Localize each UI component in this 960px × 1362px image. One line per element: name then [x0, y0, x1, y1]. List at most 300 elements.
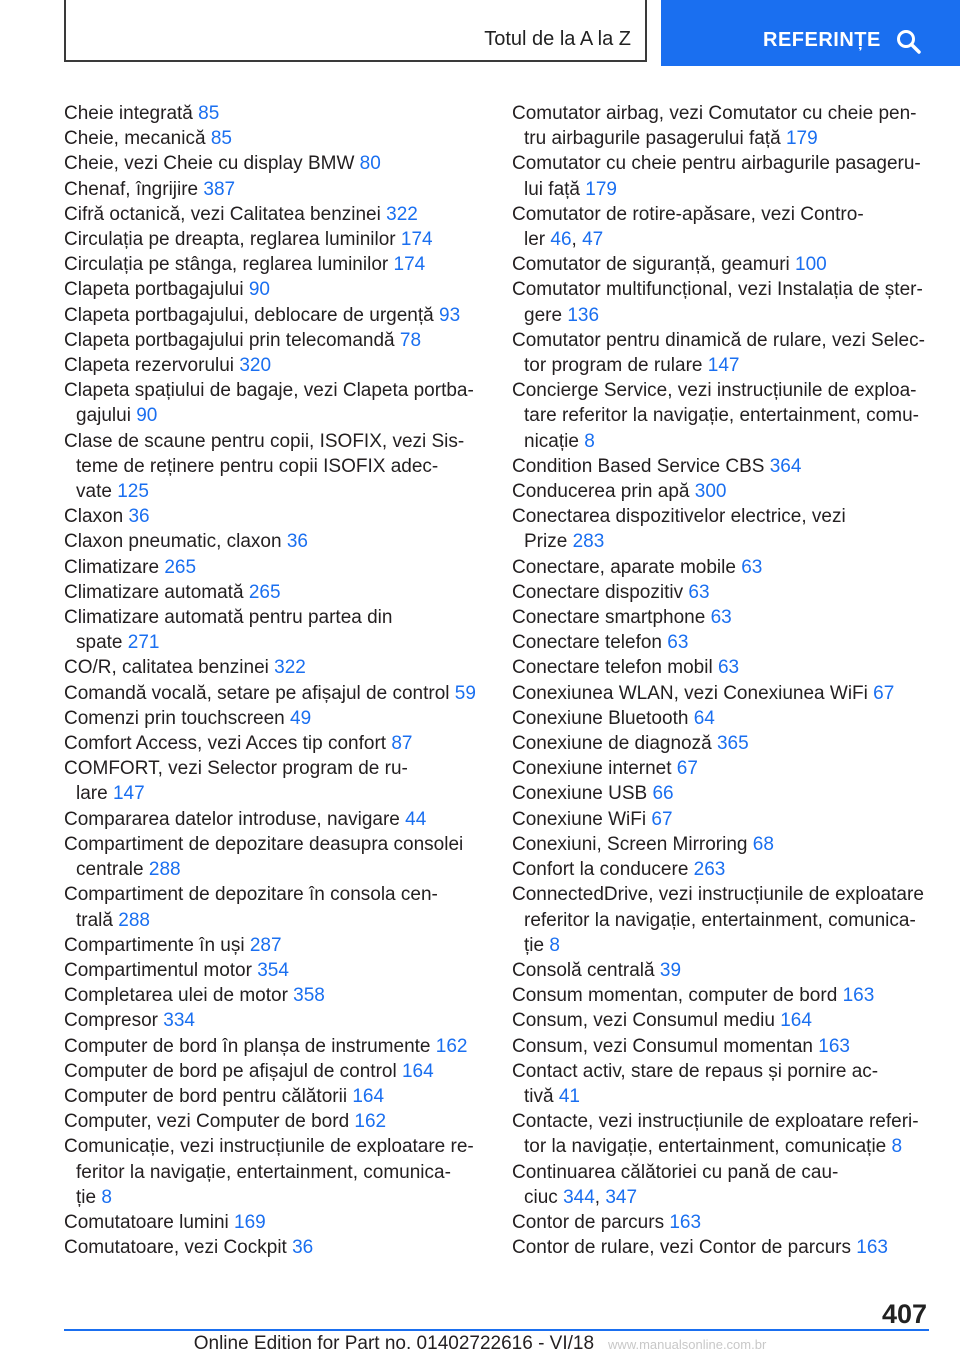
- index-entry-line: [512, 177, 942, 202]
- page-reference-link[interactable]: 49: [290, 707, 312, 729]
- index-entry-text: Comutator airbag, vezi Comutator cu cheie pen‐: [512, 103, 917, 124]
- index-entry-line: [64, 353, 484, 378]
- index-entry: [64, 227, 484, 252]
- index-entry-text: Cheie, mecanică: [64, 128, 206, 150]
- page-reference-link[interactable]: 354: [257, 959, 289, 981]
- page-reference-link[interactable]: 347: [605, 1186, 638, 1208]
- index-entry-line: [64, 1235, 484, 1260]
- index-entry-text: teme de reținere pentru copii ISOFIX adec‐: [76, 455, 439, 477]
- index-entry-text: Consolă centrală: [512, 959, 655, 981]
- index-entry-text: Compartimentul motor: [64, 959, 252, 981]
- index-entry-line: [512, 378, 942, 403]
- index-entry-text: nicație: [524, 430, 579, 452]
- page-reference-link[interactable]: 63: [741, 556, 763, 578]
- index-entry-line: [64, 706, 484, 731]
- index-entry-line: [64, 1160, 484, 1185]
- page-reference-link[interactable]: 80: [359, 153, 381, 175]
- references-nav-tab[interactable]: [661, 0, 960, 66]
- index-entry-text: Conexiune Bluetooth: [512, 707, 689, 729]
- index-entry-line: [512, 529, 942, 554]
- index-entry-text: Circulația pe dreapta, reglarea luminilor: [64, 229, 396, 251]
- page-reference-link[interactable]: 125: [117, 481, 149, 503]
- index-entry-line: [64, 655, 484, 680]
- index-entry-line: [64, 177, 484, 202]
- index-entry-text: Computer de bord pe afișajul de control: [64, 1060, 397, 1082]
- index-entry-text: Clase de scaune pentru copii, ISOFIX, vezi Sis‐: [64, 430, 465, 452]
- index-entry-text: Circulația pe stânga, reglarea luminilor: [64, 254, 389, 276]
- page-reference-link[interactable]: 169: [234, 1211, 266, 1233]
- index-entry: [64, 151, 484, 176]
- index-entry-text: Comfort Access, vezi Acces tip confort: [64, 733, 387, 755]
- index-entry-text: Conducerea prin apă: [512, 481, 690, 503]
- index-entry-line: [512, 555, 942, 580]
- index-entry-line: [64, 227, 484, 252]
- index-entry: [64, 1084, 484, 1109]
- index-entry-text: tor program de rulare: [524, 355, 703, 377]
- index-entry-line: [512, 706, 942, 731]
- page-reference-link[interactable]: 179: [785, 128, 818, 150]
- index-entry: [64, 933, 484, 958]
- index-entry-line: [64, 378, 484, 403]
- index-entry-line: [64, 1034, 484, 1059]
- index-entry-text: Conectare telefon mobil: [512, 657, 713, 679]
- index-entry-line: [512, 202, 942, 227]
- index-entry-line: [64, 832, 484, 857]
- page-reference-link[interactable]: 288: [118, 909, 150, 931]
- index-entry-line: [512, 756, 942, 781]
- index-entry-line: [64, 479, 484, 504]
- index-entry-text: lui față: [524, 178, 580, 200]
- page-reference-link[interactable]: 364: [769, 455, 802, 477]
- page-reference-link[interactable]: 320: [239, 355, 272, 377]
- page-reference-link[interactable]: 100: [795, 254, 827, 276]
- page-reference-link[interactable]: 8: [549, 934, 560, 956]
- index-entry: [64, 1235, 484, 1260]
- page-reference-link[interactable]: 263: [693, 859, 726, 881]
- index-entry-line: [64, 504, 484, 529]
- index-entry-line: [64, 731, 484, 756]
- index-entry: [64, 756, 484, 806]
- index-entry-line: [512, 1059, 942, 1084]
- index-entry-text: Conexiune USB: [512, 783, 648, 805]
- index-entry-text: Conectare, aparate mobile: [512, 556, 736, 578]
- index-entry: [64, 958, 484, 983]
- index-entry-line: [64, 126, 484, 151]
- index-entry: [64, 529, 484, 554]
- index-entry: [512, 1210, 942, 1235]
- index-entry-text: Computer, vezi Computer de bord: [64, 1111, 350, 1133]
- page-reference-link[interactable]: 265: [248, 581, 281, 603]
- index-entry-line: ciuc 344, 347: [524, 1186, 638, 1208]
- index-entry-text: Contact activ, stare de repaus și pornire ac‐: [512, 1060, 879, 1082]
- page-reference-link[interactable]: 66: [652, 783, 674, 805]
- page-reference-link[interactable]: 163: [856, 1237, 888, 1259]
- index-entry-text: ție: [76, 1186, 97, 1208]
- index-entry: [512, 983, 942, 1008]
- index-entry-text: Cheie, vezi Cheie cu display BMW: [64, 153, 355, 175]
- index-entry: [64, 429, 484, 505]
- page-reference-link[interactable]: 136: [567, 304, 600, 326]
- index-entry-line: [512, 983, 942, 1008]
- page-reference-link[interactable]: 8: [584, 430, 595, 452]
- page-reference-link[interactable]: 44: [405, 808, 427, 830]
- index-entry-text: ler: [524, 229, 546, 251]
- index-entry-line: [64, 605, 484, 630]
- index-entry-line: [64, 580, 484, 605]
- page-reference-link[interactable]: 47: [582, 229, 604, 251]
- index-entry-line: [512, 1008, 942, 1033]
- index-entry-line: [512, 454, 942, 479]
- index-entry-line: [512, 908, 942, 933]
- index-entry-text: Concierge Service, vezi instrucțiunile de exploa‐: [512, 380, 917, 402]
- index-entry-text: tare referitor la navigație, entertainment, comu‐: [524, 405, 919, 427]
- page-reference-link[interactable]: 162: [435, 1035, 468, 1057]
- index-entry-text: Conexiuni, Screen Mirroring: [512, 833, 748, 855]
- page-reference-link[interactable]: 63: [717, 657, 740, 679]
- page-reference-link[interactable]: 63: [710, 607, 732, 629]
- page-reference-link[interactable]: 90: [248, 279, 270, 301]
- index-entry: [512, 101, 942, 151]
- page-reference-link[interactable]: 322: [274, 657, 306, 679]
- index-entry: [64, 126, 484, 151]
- index-entry-text: tivă: [524, 1085, 554, 1107]
- index-column-left: [64, 101, 484, 1260]
- index-entry-text: Comenzi prin touchscreen: [64, 707, 285, 729]
- page-reference-link[interactable]: 179: [585, 178, 617, 200]
- page-reference-link[interactable]: 163: [842, 985, 875, 1007]
- index-entry-text: Comutator multifuncțional, vezi Instalația de șter‐: [512, 279, 923, 301]
- index-entry-line: [64, 429, 484, 454]
- page-reference-link[interactable]: 67: [676, 758, 698, 780]
- index-entry-line: [64, 1185, 484, 1210]
- page-reference-link[interactable]: 63: [667, 632, 689, 654]
- index-entry: [64, 328, 484, 353]
- index-entry-line: [512, 958, 942, 983]
- index-entry-line: [64, 807, 484, 832]
- index-entry-line: [512, 605, 942, 630]
- index-entry-line: [64, 630, 484, 655]
- index-entry-line: [512, 681, 942, 706]
- page-reference-link[interactable]: 85: [198, 103, 220, 124]
- watermark: www.manualsonline.com.br: [608, 1337, 767, 1352]
- index-entry-line: [512, 504, 942, 529]
- index-entry-text: Conectarea dispozitivelor electrice, vezi: [512, 506, 846, 528]
- index-entry: [512, 378, 942, 454]
- index-entry-text: ciuc: [524, 1186, 558, 1208]
- index-entry-text: referitor la navigație, entertainment, comunica‐: [524, 909, 916, 931]
- page-reference-link[interactable]: 265: [164, 556, 197, 578]
- index-entry-line: [512, 655, 942, 680]
- page-reference-link[interactable]: 164: [401, 1060, 434, 1082]
- index-entry-text: Comutator de siguranță, geamuri: [512, 254, 790, 276]
- footer: [0, 1333, 960, 1355]
- page-reference-link[interactable]: 164: [352, 1085, 385, 1107]
- page-reference-link[interactable]: 283: [572, 531, 605, 553]
- index-entry-text: Climatizare: [64, 556, 160, 578]
- index-entry: [512, 252, 942, 277]
- page-reference-link[interactable]: 147: [112, 783, 145, 805]
- index-entry-line: [64, 529, 484, 554]
- index-entry-line: [512, 630, 942, 655]
- index-entry: [512, 857, 942, 882]
- page-reference-link[interactable]: 36: [286, 531, 308, 553]
- page-reference-link[interactable]: 344: [563, 1186, 595, 1208]
- index-entry-text: Clapeta portbagajului prin telecomandă: [64, 329, 395, 351]
- index-entry: [512, 454, 942, 479]
- page-reference-link[interactable]: 8: [891, 1136, 903, 1158]
- index-entry-text: Comutator cu cheie pentru airbagurile pasageru‐: [512, 153, 921, 175]
- index-entry-line: [512, 1109, 942, 1134]
- index-entry-text: Completarea ulei de motor: [64, 985, 288, 1007]
- index-entry-line: [512, 429, 942, 454]
- page-reference-link[interactable]: 68: [752, 833, 774, 855]
- index-entry-line: [512, 1235, 942, 1260]
- index-entry-text: Clapeta rezervorului: [64, 355, 235, 377]
- page-reference-link[interactable]: 87: [391, 733, 413, 755]
- page-reference-link[interactable]: 46: [550, 229, 572, 251]
- index-entry-line: [64, 252, 484, 277]
- index-entry: [64, 832, 484, 882]
- index-entry-line: [64, 908, 484, 933]
- index-entry: [64, 1109, 484, 1134]
- index-entry: [64, 1059, 484, 1084]
- index-entry-line: [512, 328, 942, 353]
- index-entry-text: spate: [76, 632, 123, 654]
- index-entry-line: [512, 731, 942, 756]
- index-entry-text: Contor de parcurs: [512, 1211, 665, 1233]
- index-entry: [512, 731, 942, 756]
- index-entry-line: [512, 832, 942, 857]
- index-entry-text: Conexiune de diagnoză: [512, 733, 712, 755]
- page-reference-link[interactable]: 163: [669, 1211, 702, 1233]
- index-entry: [64, 101, 484, 126]
- index-entry: [512, 958, 942, 983]
- index-entry-text: Conectare telefon: [512, 632, 662, 654]
- index-entry-line: [512, 1034, 942, 1059]
- page-reference-link[interactable]: 174: [393, 254, 426, 276]
- index-entry: [64, 731, 484, 756]
- page-reference-link[interactable]: 271: [127, 632, 160, 654]
- index-entry: [512, 1008, 942, 1033]
- page-reference-link[interactable]: 164: [780, 1010, 812, 1032]
- index-entry-text: trală: [76, 909, 113, 931]
- index-entry-line: [64, 303, 484, 328]
- index-entry-text: Conexiune WiFi: [512, 808, 647, 830]
- index-entry: [64, 252, 484, 277]
- index-entry-text: Comutator pentru dinamică de rulare, vezi Selec‐: [512, 329, 925, 351]
- index-entry: [64, 1210, 484, 1235]
- index-entry: [64, 807, 484, 832]
- page-reference-link[interactable]: 387: [203, 178, 236, 200]
- index-entry-text: tor la navigație, entertainment, comunicație: [524, 1136, 887, 1158]
- index-entry-text: Comutatoare lumini: [64, 1211, 229, 1233]
- index-entry: [512, 655, 942, 680]
- page-reference-link[interactable]: 36: [128, 506, 150, 528]
- index-entry-line: [64, 756, 484, 781]
- index-entry-text: Compartiment de depozitare deasupra consolei: [64, 833, 464, 855]
- references-nav-label[interactable]: REFERINȚE: [763, 29, 881, 51]
- page-reference-link[interactable]: 41: [558, 1085, 580, 1107]
- page-reference-link[interactable]: 287: [249, 934, 282, 956]
- index-entry: [512, 151, 942, 201]
- page-reference-link[interactable]: 174: [400, 229, 433, 251]
- index-entry: [512, 202, 942, 252]
- index-entry: [64, 378, 484, 428]
- page-reference-link[interactable]: 67: [873, 682, 895, 704]
- index-entry-line: [64, 1084, 484, 1109]
- index-column-right: [512, 101, 942, 1260]
- index-entry-line: [64, 202, 484, 227]
- index-entry-text: COMFORT, vezi Selector program de ru‐: [64, 758, 408, 780]
- index-entry-text: Claxon pneumatic, claxon: [64, 531, 282, 553]
- index-entry-line: [512, 781, 942, 806]
- index-entry-line: [64, 1008, 484, 1033]
- index-entry: [64, 303, 484, 328]
- index-entry-text: ConnectedDrive, vezi instrucțiunile de exploatare: [512, 884, 924, 906]
- index-entry-line: [512, 933, 942, 958]
- index-entry-line: [64, 681, 484, 706]
- index-entry: [64, 983, 484, 1008]
- index-entry: [512, 630, 942, 655]
- page-reference-link[interactable]: 67: [651, 808, 673, 830]
- index-entry-text: tru airbagurile pasagerului față: [524, 128, 781, 150]
- index-entry: [512, 781, 942, 806]
- index-entry-line: [64, 454, 484, 479]
- page-reference-link[interactable]: 59: [454, 682, 476, 704]
- index-entry-line: [512, 857, 942, 882]
- index-entry: [512, 807, 942, 832]
- index-entry-text: Contacte, vezi instrucțiunile de exploatare referi‐: [512, 1111, 919, 1133]
- index-entry: [512, 882, 942, 958]
- page-reference-link[interactable]: 288: [148, 859, 181, 881]
- index-entry: [512, 504, 942, 554]
- index-entry-text: Comutator de rotire-apăsare, vezi Contro‐: [512, 203, 864, 225]
- index-entry-text: Cifră octanică, vezi Calitatea benzinei: [64, 203, 381, 225]
- edition-text: Online Edition for Part no. 01402722616 - VI/18: [193, 1333, 595, 1354]
- page-reference-link[interactable]: 147: [707, 355, 740, 377]
- index-entry-line: [64, 933, 484, 958]
- index-entry-text: Cheie integrată: [64, 103, 193, 124]
- page-reference-link[interactable]: 36: [292, 1237, 314, 1259]
- index-entry-text: Continuarea călătoriei cu pană de cau‐: [512, 1161, 839, 1183]
- index-entry: [512, 832, 942, 857]
- index-entry-text: Conexiunea WLAN, vezi Conexiunea WiFi: [512, 682, 868, 704]
- page-reference-link[interactable]: 358: [293, 985, 325, 1007]
- index-entry-line: [512, 580, 942, 605]
- page-reference-link[interactable]: 322: [386, 203, 418, 225]
- index-entry: [64, 882, 484, 932]
- index-entry: [512, 1109, 942, 1159]
- index-entry: [64, 353, 484, 378]
- index-entry-text: Claxon: [64, 506, 124, 528]
- index-entry: [64, 202, 484, 227]
- index-entry: [64, 655, 484, 680]
- index-entry-line: [64, 958, 484, 983]
- index-entry-line: [512, 403, 942, 428]
- page-reference-link[interactable]: 39: [659, 959, 682, 981]
- index-entry-text: Clapeta spațiului de bagaje, vezi Clapeta portba‐: [64, 380, 474, 402]
- index-entry-text: Clapeta portbagajului, deblocare de urgență: [64, 304, 434, 326]
- index-entry-line: [64, 277, 484, 302]
- index-entry-line: [512, 126, 942, 151]
- index-entry-text: lare: [76, 783, 108, 805]
- index-entry: [64, 1034, 484, 1059]
- index-entry-line: [512, 277, 942, 302]
- index-entry-text: Climatizare automată: [64, 581, 244, 603]
- page-reference-link[interactable]: 85: [210, 128, 232, 150]
- section-title: Totul de la A la Z: [484, 28, 631, 50]
- index-entry-text: gajului: [76, 405, 131, 427]
- index-entry-line: [64, 1059, 484, 1084]
- index-entry-text: Conexiune internet: [512, 758, 672, 780]
- page-reference-link[interactable]: 63: [688, 581, 710, 603]
- index-entry-line: [512, 151, 942, 176]
- index-entry: [64, 555, 484, 580]
- page-reference-link[interactable]: 334: [163, 1010, 195, 1032]
- index-entry: [64, 706, 484, 731]
- page-reference-link[interactable]: 78: [399, 329, 422, 351]
- index-entry: [64, 1134, 484, 1210]
- index-entry: [64, 1008, 484, 1033]
- page-reference-link[interactable]: 64: [693, 707, 715, 729]
- index-entry: [512, 1034, 942, 1059]
- index-entry-text: ție: [524, 934, 545, 956]
- index-entry: [64, 580, 484, 605]
- index-entry: [512, 277, 942, 327]
- index-entry-line: [64, 328, 484, 353]
- search-icon[interactable]: [895, 28, 923, 56]
- index-entry-line: [512, 479, 942, 504]
- page-reference-link[interactable]: 365: [716, 733, 749, 755]
- index-entry: [512, 555, 942, 580]
- index-entry-text: gere: [524, 304, 563, 326]
- index-entry-line: ler 46, 47: [524, 229, 604, 251]
- index-entry-text: Comunicație, vezi instrucțiunile de exploatare re‐: [64, 1136, 474, 1158]
- index-entry: [512, 1235, 942, 1260]
- index-entry-line: [512, 882, 942, 907]
- page-number: 407: [881, 1299, 927, 1329]
- index-entry: [64, 681, 484, 706]
- index-entry-line: [64, 101, 484, 126]
- index-entry-text: Climatizare automată pentru partea din: [64, 607, 393, 629]
- index-entry-text: centrale: [76, 859, 144, 881]
- index-entry-text: Compresor: [64, 1010, 158, 1032]
- page-reference-link[interactable]: 162: [354, 1111, 387, 1133]
- index-entry: [64, 177, 484, 202]
- index-entry: [512, 1059, 942, 1109]
- index-entry: [512, 756, 942, 781]
- index-entry-text: Chenaf, îngrijire: [64, 178, 199, 200]
- index-entry: [64, 605, 484, 655]
- page-reference-link[interactable]: 90: [136, 405, 158, 427]
- index-entry-text: Conectare dispozitiv: [512, 581, 684, 603]
- index-entry: [64, 504, 484, 529]
- index-entry-line: [64, 1109, 484, 1134]
- index-entry-text: Computer de bord în planșa de instrumente: [64, 1035, 431, 1057]
- index-entry-line: [512, 101, 942, 126]
- page-reference-link[interactable]: 300: [694, 481, 727, 503]
- index-entry-text: Condition Based Service CBS: [512, 455, 765, 477]
- page-reference-link[interactable]: 8: [101, 1186, 112, 1208]
- index-entry-line: [512, 1134, 942, 1159]
- page-reference-link[interactable]: 163: [818, 1035, 850, 1057]
- index-entry-text: Consum momentan, computer de bord: [512, 985, 838, 1007]
- page-reference-link[interactable]: 93: [439, 304, 461, 326]
- index-entry-line: [64, 983, 484, 1008]
- index-entry-line: [64, 403, 484, 428]
- index-entry-text: Clapeta portbagajului: [64, 279, 244, 301]
- index-entry-text: Consum, vezi Consumul mediu: [512, 1010, 775, 1032]
